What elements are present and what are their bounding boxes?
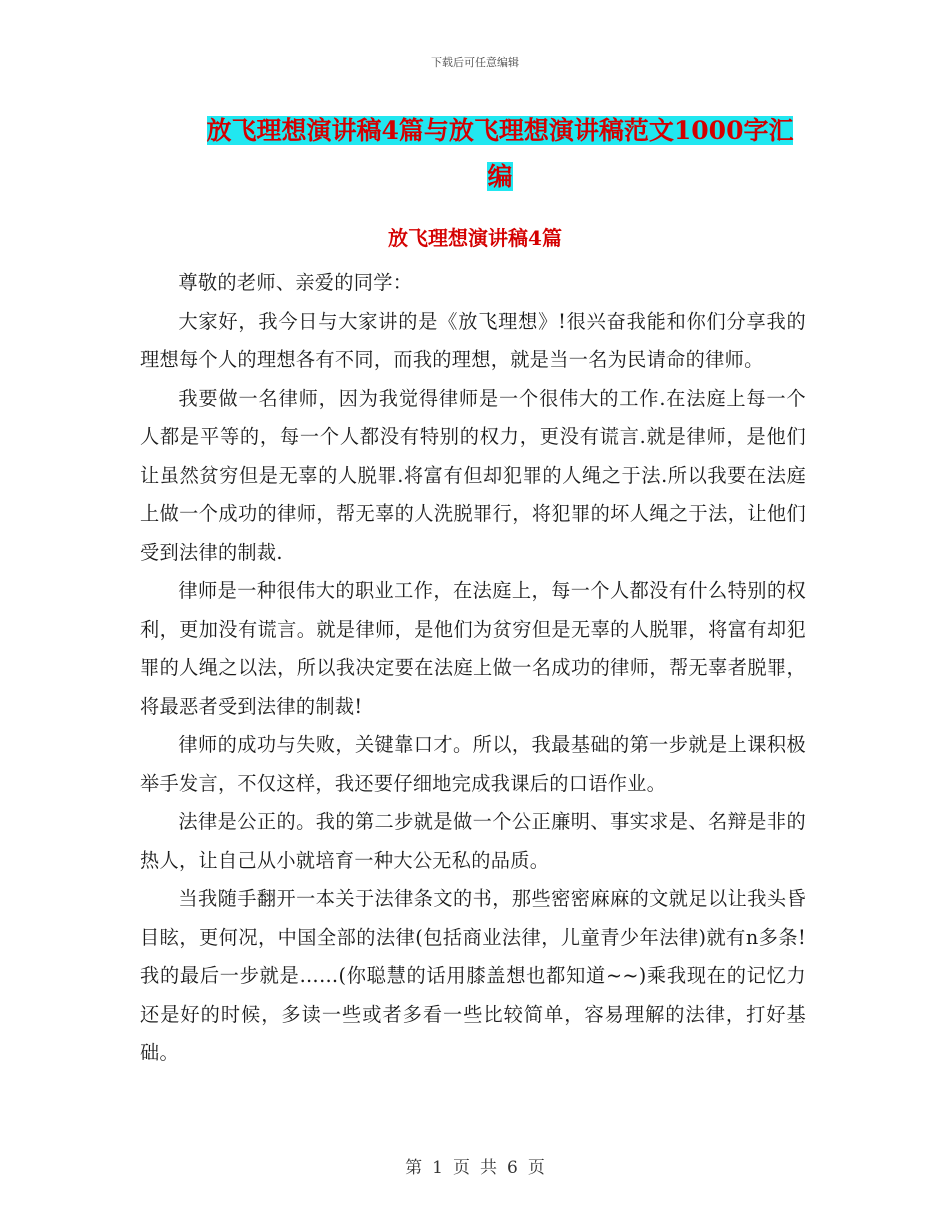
footer-prefix: 第 xyxy=(405,1158,423,1178)
document-body xyxy=(140,264,806,1073)
document-title-line-2: 编 xyxy=(487,162,513,191)
page-header-note: 下载后可任意编辑 xyxy=(431,56,519,69)
paragraph: 当我随手翻开一本关于法律条文的书，那些密密麻麻的文就足以让我头昏目眩，更何况，中国全部的法律(包括商业法律，儿童青少年法律)就有n多条!我的最后一步就是……(你聪慧的话用膝盖想也都知道~~)乘我现在的记忆力还是好的时候，多读一些或者多看一些比较简单，容易理解的法律，打好基础。 xyxy=(140,887,806,1064)
footer-page-word: 页 xyxy=(453,1158,470,1178)
document-title-line-1: 放飞理想演讲稿4篇与放飞理想演讲稿范文1000字汇 xyxy=(206,116,794,145)
footer-suffix: 页 xyxy=(527,1158,545,1178)
paragraph: 律师的成功与失败，关键靠口才。所以，我最基础的第一步就是上课积极举手发言，不仅这样，我还要仔细地完成我课后的口语作业。 xyxy=(140,733,806,795)
footer-page-number: 1 xyxy=(432,1158,443,1178)
footer-total-word: 共 xyxy=(480,1158,497,1178)
paragraph: 大家好，我今日与大家讲的是《放飞理想》!很兴奋我能和你们分享我的理想每个人的理想各有不同，而我的理想，就是当一名为民请命的律师。 xyxy=(140,309,806,371)
paragraph-salutation: 尊敬的老师、亲爱的同学： xyxy=(178,271,413,294)
section-title: 放飞理想演讲稿4篇 xyxy=(388,226,562,250)
paragraph: 我要做一名律师，因为我觉得律师是一个很伟大的工作.在法庭上每一个人都是平等的，每一个人都没有特别的权力，更没有谎言.就是律师，是他们让虽然贫穷但是无辜的人脱罪.将富有但却犯罪的人绳之于法.所以我要在法庭上做一个成功的律师，帮无辜的人洗脱罪行，将犯罪的坏人绳之于法，让他们受到法律的制裁. xyxy=(140,386,806,564)
paragraph: 法律是公正的。我的第二步就是做一个公正廉明、事实求是、名辩是非的热人，让自己从小就培育一种大公无私的品质。 xyxy=(140,810,806,872)
page-footer xyxy=(0,1153,950,1178)
footer-total-pages: 6 xyxy=(507,1158,518,1178)
document-title xyxy=(150,108,850,200)
paragraph: 律师是一种很伟大的职业工作，在法庭上，每一个人都没有什么特别的权利，更加没有谎言。就是律师，是他们为贫穷但是无辜的人脱罪，将富有却犯罪的人绳之以法，所以我决定要在法庭上做一名成功的律师，帮无辜者脱罪，将最恶者受到法律的制裁! xyxy=(140,579,806,718)
